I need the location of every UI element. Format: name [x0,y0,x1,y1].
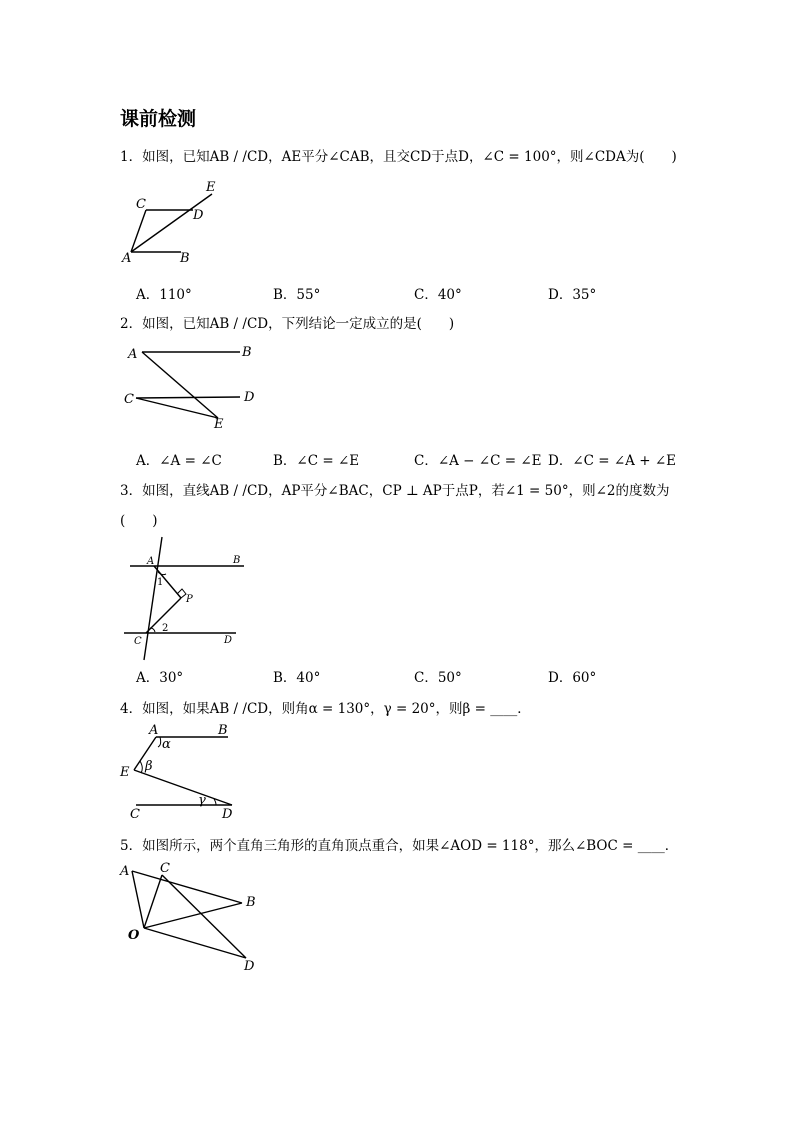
line-oc [144,875,162,928]
q2-option-d[interactable]: D．∠C = ∠A + ∠E [548,453,676,469]
label-angle-2: 2 [162,623,169,634]
label-d: D [224,635,233,646]
label-o: O [128,928,140,943]
label-b: B [180,251,190,266]
label-a: A [120,864,130,879]
q3-option-d[interactable]: D．60° [548,670,597,686]
q1-option-c[interactable]: C．40° [414,287,462,303]
question-5-text: 5．如图所示，两个直角三角形的直角顶点重合，如果∠AOD = 118°，那么∠BOC = ____． [120,838,679,854]
label-b: B [233,555,241,566]
label-a: A [122,251,132,266]
label-c: C [130,807,140,822]
label-e: E [206,180,216,195]
label-d: D [193,208,204,223]
q3-option-c[interactable]: C．50° [414,670,462,686]
label-c: C [136,197,146,212]
line-ab [132,871,242,903]
label-gamma: γ [198,793,206,808]
q3-option-b[interactable]: B．40° [273,670,321,686]
label-c: C [160,861,170,876]
q2-option-a[interactable]: A．∠A = ∠C [136,453,222,469]
label-angle-1: 1 [157,577,164,588]
q2-option-c[interactable]: C．∠A − ∠C = ∠E [414,453,542,469]
question-3-text: 3．如图，直线AB / /CD，AP平分∠BAC，CP ⊥ AP于点P，若∠1 = 50°，则∠2的度数为 [120,483,670,499]
label-d: D [244,959,255,974]
q1-option-b[interactable]: B．55° [273,287,321,303]
label-b: B [242,345,252,360]
label-e: E [120,765,130,780]
label-a: A [149,723,159,738]
label-c: C [134,636,142,647]
label-alpha: α [162,737,171,752]
q1-option-a[interactable]: A．110° [136,287,192,303]
question-1-text: 1．如图，已知AB / /CD，AE平分∠CAB，且交CD于点D，∠C = 100°，则∠CDA为( ) [120,149,677,165]
line-ao [132,871,144,928]
label-a: A [147,556,155,567]
label-d: D [222,807,233,822]
label-a: A [128,347,138,362]
label-b: B [246,895,256,910]
label-beta: β [145,759,153,774]
line-ob [144,903,242,928]
label-d: D [244,390,255,405]
label-p: P [186,594,193,605]
label-e: E [214,417,224,432]
q1-option-d[interactable]: D．35° [548,287,597,303]
label-b: B [218,723,228,738]
question-2-text: 2．如图，已知AB / /CD，下列结论一定成立的是( ) [120,316,455,332]
q3-option-a[interactable]: A．30° [136,670,184,686]
question-4-text: 4．如图，如果AB / /CD，则角α = 130°，γ = 20°，则β = ____． [120,701,531,717]
q2-option-b[interactable]: B．∠C = ∠E [273,453,360,469]
label-c: C [124,392,134,407]
question-3-paren: ( ) [120,513,158,529]
page-title: 课前检测 [120,108,197,130]
